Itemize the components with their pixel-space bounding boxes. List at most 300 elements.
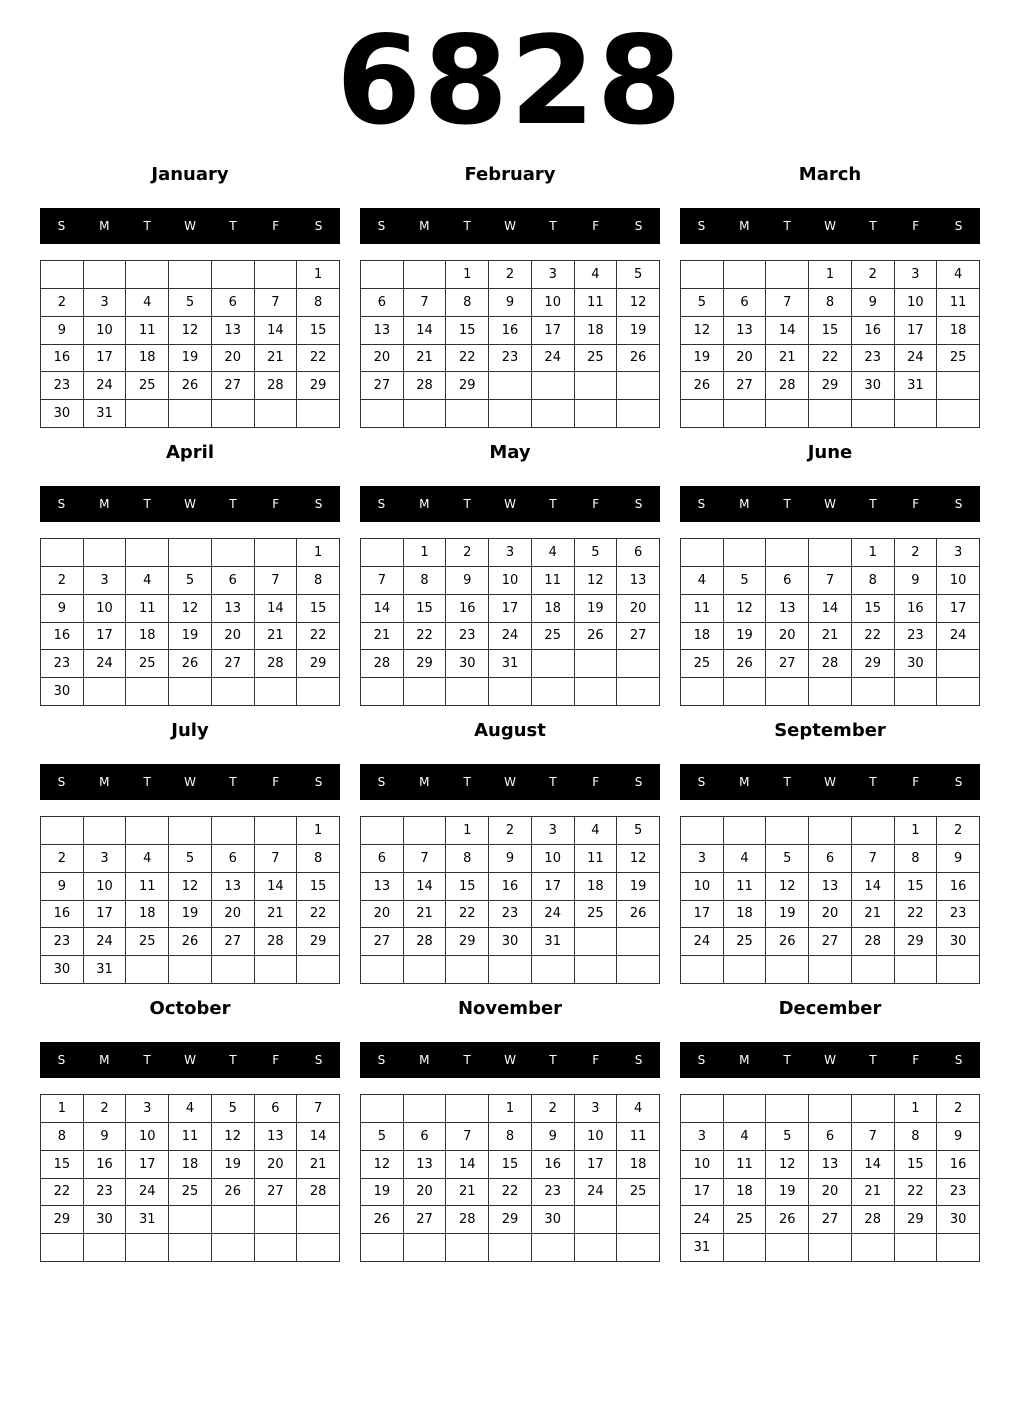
day-cell (212, 539, 255, 567)
day-cell (212, 1234, 255, 1262)
day-cell (489, 400, 532, 428)
day-cell (937, 650, 980, 678)
day-cell: 16 (84, 1151, 127, 1179)
day-cell (446, 1234, 489, 1262)
day-cell: 4 (617, 1095, 660, 1123)
day-cell: 17 (532, 873, 575, 901)
day-cell: 2 (41, 567, 84, 595)
weekday-label: F (592, 219, 600, 233)
weekday-label: F (272, 219, 280, 233)
day-cell: 5 (724, 567, 767, 595)
month-october (40, 994, 340, 1264)
day-cell: 11 (681, 595, 724, 623)
day-cell: 27 (212, 650, 255, 678)
day-cell: 7 (361, 567, 404, 595)
day-cell (681, 678, 724, 706)
day-grid (680, 1094, 980, 1262)
weekday-label: F (272, 497, 280, 511)
day-cell: 14 (255, 317, 298, 345)
weekday-label: S (377, 497, 386, 511)
day-cell (617, 650, 660, 678)
day-cell (681, 539, 724, 567)
day-cell: 20 (617, 595, 660, 623)
day-cell (41, 539, 84, 567)
day-cell: 18 (681, 623, 724, 651)
day-cell: 13 (617, 567, 660, 595)
day-cell: 25 (724, 928, 767, 956)
day-cell: 28 (404, 928, 447, 956)
day-cell: 26 (361, 1206, 404, 1234)
day-cell: 26 (169, 372, 212, 400)
day-cell: 22 (41, 1179, 84, 1207)
day-cell (852, 817, 895, 845)
weekday-label: M (739, 1053, 750, 1067)
day-cell: 4 (169, 1095, 212, 1123)
weekday-label: T (463, 1053, 471, 1067)
day-cell: 10 (84, 317, 127, 345)
weekday-header (680, 1042, 980, 1078)
day-cell: 15 (489, 1151, 532, 1179)
month-july (40, 716, 340, 986)
day-cell: 3 (532, 261, 575, 289)
weekday-header (680, 208, 980, 244)
day-cell: 8 (895, 1123, 938, 1151)
day-cell (809, 817, 852, 845)
day-cell: 31 (895, 372, 938, 400)
day-grid (680, 260, 980, 428)
weekday-label: T (869, 497, 877, 511)
day-cell (361, 539, 404, 567)
weekday-label: F (912, 1053, 920, 1067)
day-cell: 7 (766, 289, 809, 317)
day-cell: 29 (895, 1206, 938, 1234)
day-cell: 19 (766, 1179, 809, 1207)
day-cell (169, 261, 212, 289)
day-cell (766, 261, 809, 289)
weekday-label: T (463, 775, 471, 789)
weekday-label: W (824, 497, 836, 511)
weekday-label: T (463, 219, 471, 233)
weekday-label: M (739, 219, 750, 233)
day-cell: 23 (41, 928, 84, 956)
day-cell: 21 (809, 623, 852, 651)
day-cell: 26 (724, 650, 767, 678)
day-cell (489, 372, 532, 400)
day-cell: 18 (724, 901, 767, 929)
day-cell (169, 539, 212, 567)
day-cell (212, 678, 255, 706)
day-cell: 7 (255, 289, 298, 317)
weekday-label: M (419, 1053, 430, 1067)
day-cell (255, 261, 298, 289)
day-cell: 16 (532, 1151, 575, 1179)
weekday-label: S (634, 775, 643, 789)
day-cell: 13 (212, 595, 255, 623)
weekday-label: S (954, 775, 963, 789)
weekday-label: W (184, 219, 196, 233)
day-cell (126, 817, 169, 845)
day-cell: 16 (489, 317, 532, 345)
day-cell (766, 1095, 809, 1123)
day-cell: 12 (169, 595, 212, 623)
day-cell: 16 (489, 873, 532, 901)
weekday-label: T (229, 1053, 237, 1067)
day-cell: 22 (297, 901, 340, 929)
day-cell (361, 400, 404, 428)
weekday-label: S (57, 497, 66, 511)
day-cell: 14 (255, 595, 298, 623)
day-cell: 24 (84, 650, 127, 678)
day-cell: 26 (766, 1206, 809, 1234)
weekday-label: S (314, 1053, 323, 1067)
day-cell: 6 (404, 1123, 447, 1151)
weekday-label: M (99, 219, 110, 233)
day-cell: 2 (489, 817, 532, 845)
day-cell: 7 (255, 845, 298, 873)
weekday-header (680, 486, 980, 522)
day-cell: 13 (404, 1151, 447, 1179)
day-cell (809, 539, 852, 567)
day-cell: 16 (937, 1151, 980, 1179)
day-cell: 17 (575, 1151, 618, 1179)
day-cell: 14 (766, 317, 809, 345)
day-cell (212, 400, 255, 428)
day-cell: 15 (297, 317, 340, 345)
day-cell (404, 817, 447, 845)
day-cell: 21 (255, 345, 298, 373)
day-cell: 14 (852, 1151, 895, 1179)
day-cell: 14 (255, 873, 298, 901)
day-cell: 6 (724, 289, 767, 317)
weekday-header (360, 486, 660, 522)
day-cell (617, 928, 660, 956)
month-march (680, 160, 980, 430)
day-cell: 26 (617, 345, 660, 373)
day-cell (169, 1234, 212, 1262)
day-cell (575, 400, 618, 428)
day-cell: 17 (681, 1179, 724, 1207)
day-cell: 25 (169, 1179, 212, 1207)
day-cell (255, 678, 298, 706)
day-cell: 9 (446, 567, 489, 595)
day-cell (575, 1206, 618, 1234)
day-cell (126, 1234, 169, 1262)
day-cell: 21 (297, 1151, 340, 1179)
day-cell: 29 (297, 372, 340, 400)
day-cell: 30 (41, 400, 84, 428)
day-cell (126, 400, 169, 428)
weekday-label: F (912, 497, 920, 511)
day-cell: 24 (84, 928, 127, 956)
day-cell: 12 (766, 1151, 809, 1179)
day-cell: 27 (809, 1206, 852, 1234)
day-cell: 5 (169, 289, 212, 317)
day-cell (724, 539, 767, 567)
day-cell: 12 (169, 317, 212, 345)
weekday-label: S (314, 219, 323, 233)
weekday-label: S (954, 219, 963, 233)
day-cell: 9 (41, 317, 84, 345)
day-cell: 4 (126, 289, 169, 317)
day-cell (212, 956, 255, 984)
day-cell: 23 (84, 1179, 127, 1207)
day-cell: 22 (809, 345, 852, 373)
weekday-label: W (504, 219, 516, 233)
weekday-label: S (314, 497, 323, 511)
day-cell (255, 400, 298, 428)
day-cell: 1 (489, 1095, 532, 1123)
day-cell (446, 678, 489, 706)
day-cell: 27 (361, 928, 404, 956)
day-cell: 9 (84, 1123, 127, 1151)
day-cell: 7 (852, 845, 895, 873)
weekday-label: F (272, 1053, 280, 1067)
day-cell (255, 956, 298, 984)
day-cell: 27 (766, 650, 809, 678)
day-cell: 5 (766, 845, 809, 873)
day-cell: 30 (446, 650, 489, 678)
day-cell: 23 (41, 372, 84, 400)
weekday-label: S (697, 775, 706, 789)
day-cell (575, 956, 618, 984)
day-cell (809, 1095, 852, 1123)
day-cell (681, 261, 724, 289)
day-cell: 6 (361, 289, 404, 317)
day-cell: 3 (84, 845, 127, 873)
day-cell (404, 261, 447, 289)
day-cell: 3 (937, 539, 980, 567)
weekday-label: W (824, 1053, 836, 1067)
weekday-label: W (504, 775, 516, 789)
day-cell: 8 (404, 567, 447, 595)
day-cell: 9 (489, 845, 532, 873)
weekday-label: S (314, 775, 323, 789)
day-cell: 12 (169, 873, 212, 901)
day-cell: 23 (937, 901, 980, 929)
day-cell: 28 (852, 928, 895, 956)
weekday-label: M (419, 219, 430, 233)
day-cell: 1 (41, 1095, 84, 1123)
day-cell: 4 (575, 261, 618, 289)
day-cell: 4 (532, 539, 575, 567)
day-cell: 21 (852, 1179, 895, 1207)
day-cell: 16 (895, 595, 938, 623)
day-cell: 19 (617, 873, 660, 901)
day-cell: 20 (361, 901, 404, 929)
day-cell: 16 (446, 595, 489, 623)
day-cell: 12 (681, 317, 724, 345)
month-name: March (798, 164, 862, 185)
month-april (40, 438, 340, 708)
day-cell: 8 (895, 845, 938, 873)
weekday-header (40, 764, 340, 800)
day-cell: 12 (212, 1123, 255, 1151)
day-cell: 7 (446, 1123, 489, 1151)
day-cell: 27 (212, 372, 255, 400)
month-name: April (165, 442, 215, 463)
day-cell (852, 1234, 895, 1262)
day-cell: 2 (446, 539, 489, 567)
day-cell: 14 (446, 1151, 489, 1179)
day-grid (360, 1094, 660, 1262)
day-cell (212, 817, 255, 845)
day-cell: 6 (212, 845, 255, 873)
day-cell (255, 539, 298, 567)
weekday-label: M (419, 775, 430, 789)
day-cell: 23 (489, 345, 532, 373)
weekday-label: T (549, 1053, 557, 1067)
day-cell: 8 (809, 289, 852, 317)
day-cell (361, 261, 404, 289)
day-cell (404, 1095, 447, 1123)
day-cell: 25 (681, 650, 724, 678)
day-cell (575, 1234, 618, 1262)
day-cell: 30 (532, 1206, 575, 1234)
weekday-label: M (419, 497, 430, 511)
day-cell: 10 (937, 567, 980, 595)
day-cell: 30 (937, 928, 980, 956)
day-cell: 9 (532, 1123, 575, 1151)
day-cell (809, 1234, 852, 1262)
day-cell: 10 (575, 1123, 618, 1151)
weekday-label: M (739, 775, 750, 789)
day-cell: 17 (895, 317, 938, 345)
day-cell: 2 (489, 261, 532, 289)
month-name: September (774, 720, 886, 741)
weekday-label: T (549, 497, 557, 511)
day-cell: 3 (681, 1123, 724, 1151)
weekday-label: T (869, 775, 877, 789)
day-cell: 6 (255, 1095, 298, 1123)
day-cell: 24 (681, 928, 724, 956)
weekday-header (360, 764, 660, 800)
day-cell (41, 261, 84, 289)
day-cell: 7 (404, 845, 447, 873)
day-cell: 21 (255, 901, 298, 929)
day-cell (489, 678, 532, 706)
day-cell: 27 (404, 1206, 447, 1234)
weekday-label: M (99, 775, 110, 789)
day-cell: 2 (895, 539, 938, 567)
day-cell: 1 (895, 1095, 938, 1123)
day-cell: 18 (937, 317, 980, 345)
day-cell: 7 (297, 1095, 340, 1123)
day-cell: 18 (532, 595, 575, 623)
day-cell: 31 (532, 928, 575, 956)
day-cell: 15 (297, 595, 340, 623)
day-cell (617, 372, 660, 400)
day-cell: 25 (937, 345, 980, 373)
day-cell (404, 1234, 447, 1262)
day-cell: 10 (126, 1123, 169, 1151)
day-cell: 24 (532, 901, 575, 929)
day-cell (532, 372, 575, 400)
weekday-label: W (824, 775, 836, 789)
day-cell: 9 (937, 1123, 980, 1151)
day-cell: 5 (169, 567, 212, 595)
day-cell (895, 678, 938, 706)
weekday-label: S (634, 497, 643, 511)
weekday-label: T (463, 497, 471, 511)
day-cell: 25 (575, 345, 618, 373)
day-cell: 18 (126, 345, 169, 373)
day-cell: 10 (489, 567, 532, 595)
day-cell: 13 (724, 317, 767, 345)
day-cell (724, 1234, 767, 1262)
day-cell: 15 (297, 873, 340, 901)
weekday-label: F (592, 497, 600, 511)
day-cell: 5 (617, 261, 660, 289)
day-cell: 24 (126, 1179, 169, 1207)
day-cell (766, 1234, 809, 1262)
day-cell (681, 817, 724, 845)
day-cell: 23 (852, 345, 895, 373)
day-cell: 15 (809, 317, 852, 345)
day-cell: 24 (895, 345, 938, 373)
day-cell: 22 (297, 345, 340, 373)
day-cell: 27 (724, 372, 767, 400)
day-cell: 1 (446, 817, 489, 845)
day-cell: 11 (937, 289, 980, 317)
day-cell (532, 650, 575, 678)
day-cell (169, 1206, 212, 1234)
day-cell: 16 (41, 623, 84, 651)
day-cell: 4 (724, 1123, 767, 1151)
weekday-label: W (184, 497, 196, 511)
day-cell: 29 (297, 650, 340, 678)
month-january (40, 160, 340, 430)
day-cell: 28 (766, 372, 809, 400)
day-cell (126, 539, 169, 567)
day-cell: 21 (361, 623, 404, 651)
day-cell: 29 (297, 928, 340, 956)
weekday-label: T (143, 775, 151, 789)
day-cell: 14 (297, 1123, 340, 1151)
weekday-label: T (229, 497, 237, 511)
weekday-label: S (954, 497, 963, 511)
day-cell: 3 (84, 289, 127, 317)
day-cell: 1 (895, 817, 938, 845)
day-cell: 10 (895, 289, 938, 317)
day-cell (126, 956, 169, 984)
day-grid (360, 538, 660, 706)
day-cell: 7 (255, 567, 298, 595)
day-cell: 21 (446, 1179, 489, 1207)
day-cell: 19 (169, 901, 212, 929)
weekday-header (40, 208, 340, 244)
day-cell: 20 (212, 623, 255, 651)
weekday-label: F (592, 775, 600, 789)
day-cell (724, 817, 767, 845)
day-cell: 8 (852, 567, 895, 595)
day-cell: 19 (361, 1179, 404, 1207)
day-cell (937, 1234, 980, 1262)
day-cell (297, 956, 340, 984)
day-cell: 9 (937, 845, 980, 873)
day-cell: 30 (895, 650, 938, 678)
day-cell (809, 956, 852, 984)
day-cell: 17 (126, 1151, 169, 1179)
weekday-label: S (634, 1053, 643, 1067)
day-cell: 13 (809, 873, 852, 901)
day-cell (297, 1234, 340, 1262)
day-cell: 10 (84, 873, 127, 901)
day-cell: 31 (489, 650, 532, 678)
day-cell: 18 (617, 1151, 660, 1179)
day-cell: 21 (404, 901, 447, 929)
weekday-label: T (783, 1053, 791, 1067)
day-cell (724, 400, 767, 428)
